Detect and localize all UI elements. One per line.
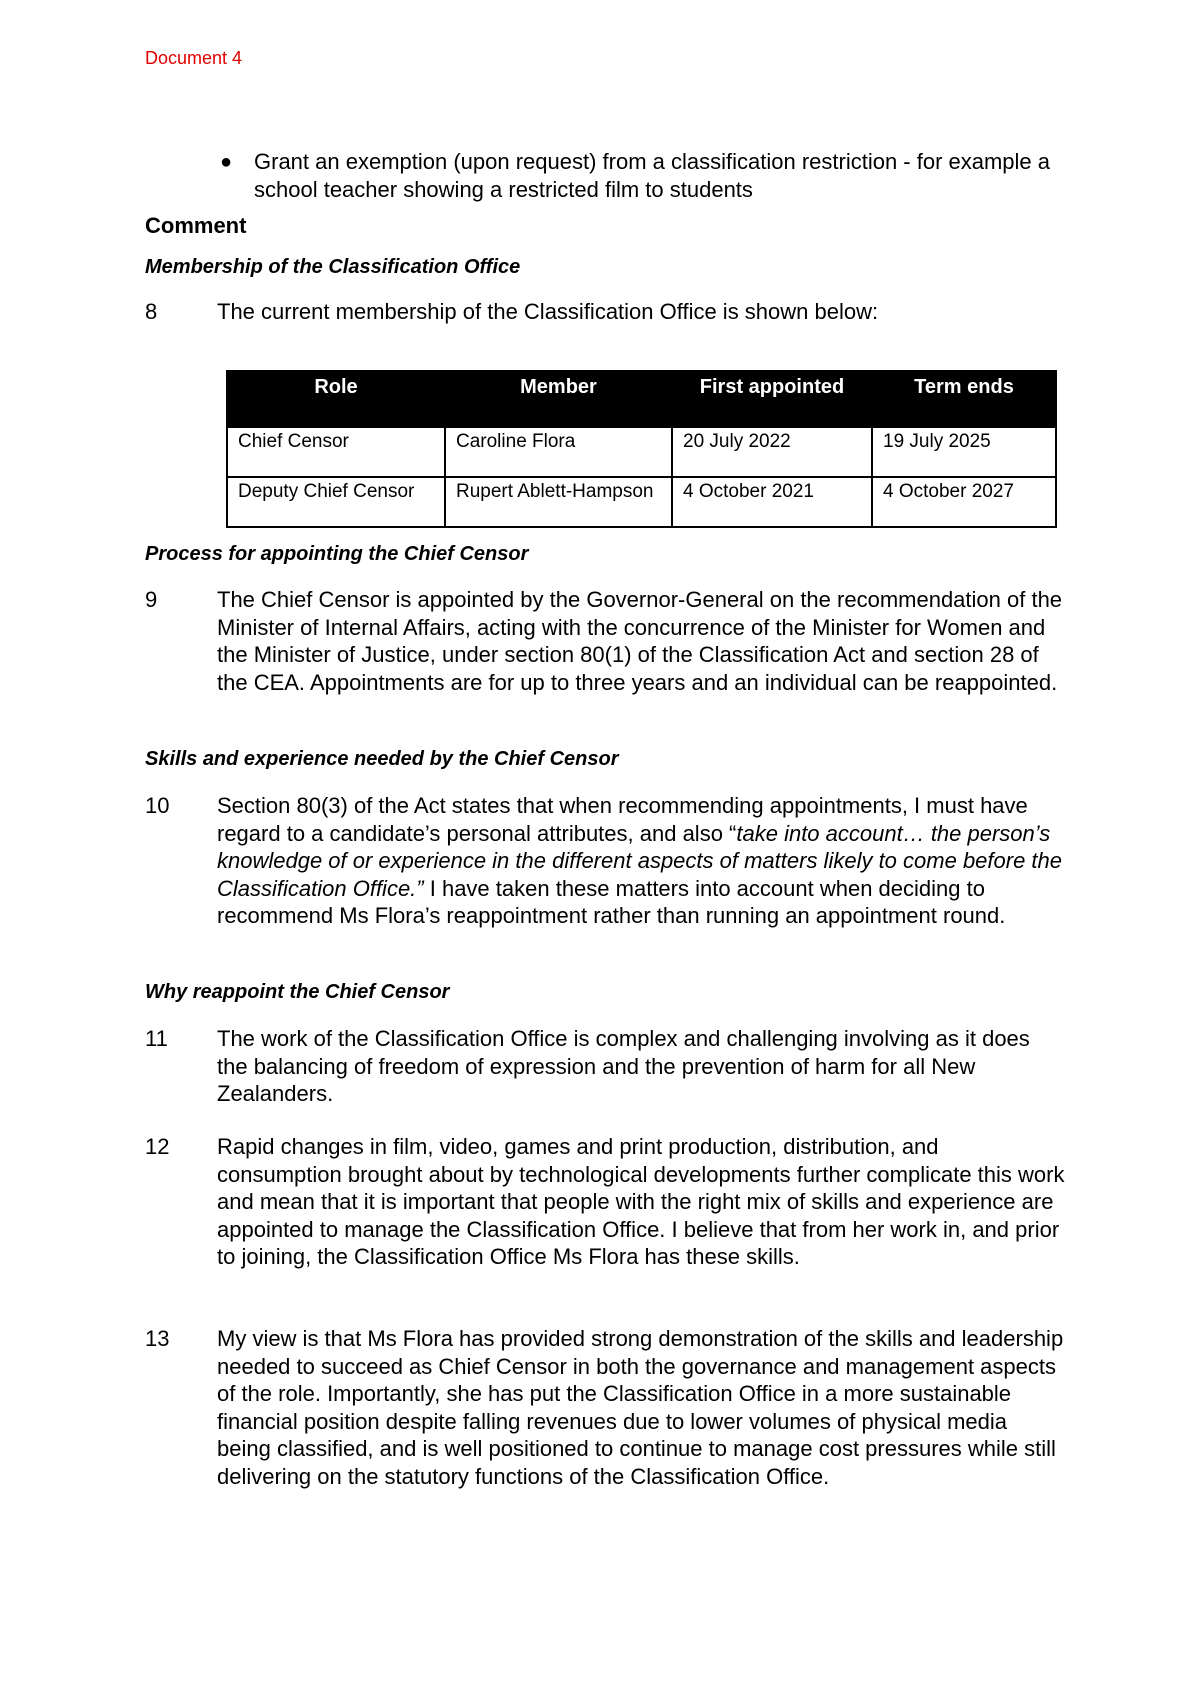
paragraph-text [217, 792, 1065, 930]
paragraph-12 [145, 1133, 1065, 1271]
cell-first-appointed: 20 July 2022 [672, 427, 872, 477]
cell-member: Rupert Ablett-Hampson [445, 477, 672, 527]
paragraph-text: The current membership of the Classification Office is shown below: [217, 299, 879, 324]
paragraph-text-plain: I have taken these matters into account when deciding to recommend Ms Flora’s reappointment rather than running an appointment round. [217, 875, 1006, 929]
cell-role: Deputy Chief Censor [227, 477, 445, 527]
paragraph-text: The work of the Classification Office is complex and challenging involving as it does the balancing of freedom of expression and the prevention of harm for all New Zealanders. [217, 1026, 1030, 1107]
membership-subheading: Membership of the Classification Office [145, 256, 521, 278]
why-subheading: Why reappoint the Chief Censor [145, 981, 450, 1003]
cell-member: Caroline Flora [445, 427, 672, 477]
paragraph-number: 9 [145, 587, 158, 612]
table-row [227, 427, 1056, 477]
bullet-icon: ● [220, 151, 233, 173]
paragraph-8 [145, 298, 1065, 326]
paragraph-13 [145, 1325, 1065, 1491]
paragraph-number: 13 [145, 1326, 170, 1351]
table-header-row [227, 371, 1056, 427]
cell-role: Chief Censor [227, 427, 445, 477]
paragraph-10 [145, 792, 1065, 930]
paragraph-text-plain: Section 80(3) of the Act states that when recommending appointments, I must have regard to a candidate’s personal attributes, and also “ [217, 793, 1028, 846]
paragraph-number: 8 [145, 299, 158, 324]
cell-term-ends: 19 July 2025 [872, 427, 1056, 477]
membership-table [226, 370, 1057, 528]
paragraph-number: 10 [145, 793, 170, 818]
paragraph-text: Rapid changes in film, video, games and print production, distribution, and consumption brought about by technological developments further complicate this work and mean that it is important that people with the right mix of skills and experience are appointed to manage the Classification Office. I believe that from her work in, and prior to joining, the Classification Office Ms Flora has these skills. [217, 1134, 1065, 1270]
paragraph-9 [145, 586, 1065, 696]
comment-heading: Comment [145, 213, 247, 238]
column-header-term-ends: Term ends [872, 371, 1056, 427]
paragraph-text: The Chief Censor is appointed by the Governor-General on the recommendation of the Minister of Internal Affairs, acting with the concurrence of the Minister for Women and the Minister of Justice, under section 80(1) of the Classification Act and section 28 of the CEA. Appointments are for up to three years and an individual can be reappointed. [217, 587, 1063, 695]
process-subheading: Process for appointing the Chief Censor [145, 543, 529, 565]
cell-term-ends: 4 October 2027 [872, 477, 1056, 527]
paragraph-number: 12 [145, 1134, 170, 1159]
bullet-text: Grant an exemption (upon request) from a classification restriction - for example a school teacher showing a restricted film to students [254, 149, 1051, 202]
column-header-first-appointed: First appointed [672, 371, 872, 427]
column-header-member: Member [445, 371, 672, 427]
column-header-role: Role [227, 371, 445, 427]
quoted-text: take into account… the person’s knowledge of or experience in the different aspects of matters likely to come before the Classification Office.” [217, 820, 1063, 901]
document-label: Document 4 [145, 48, 243, 68]
paragraph-number: 11 [145, 1026, 168, 1051]
paragraph-11 [145, 1025, 1065, 1108]
bullet-item [220, 148, 1070, 204]
skills-subheading: Skills and experience needed by the Chief Censor [145, 748, 619, 770]
table-row [227, 477, 1056, 527]
paragraph-text: My view is that Ms Flora has provided strong demonstration of the skills and leadership needed to succeed as Chief Censor in both the governance and management aspects of the role. Importantly, she has put the Classification Office in a more sustainable financial position despite falling revenues due to lower volumes of physical media being classified, and is well positioned to continue to manage cost pressures while still delivering on the statutory functions of the Classification Office. [217, 1326, 1064, 1489]
cell-first-appointed: 4 October 2021 [672, 477, 872, 527]
